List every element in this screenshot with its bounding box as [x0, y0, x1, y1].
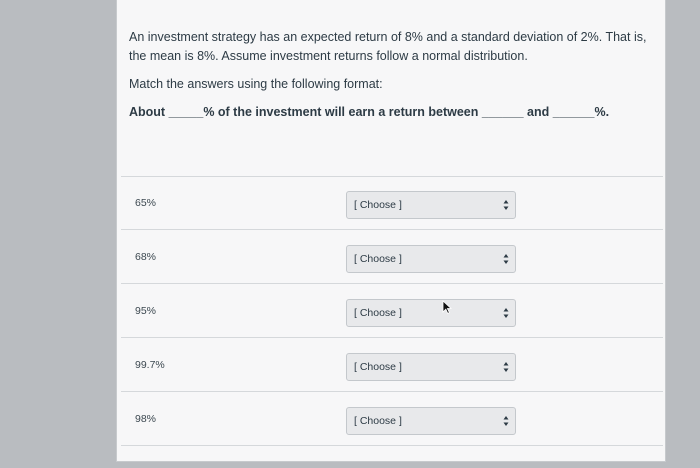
select-arrows-icon — [503, 199, 509, 211]
answer-select-3[interactable] — [346, 299, 516, 327]
select-value: [ Choose ] — [354, 415, 402, 427]
select-arrows-icon — [503, 253, 509, 265]
answer-select-1[interactable] — [346, 191, 516, 219]
match-label: 95% — [135, 305, 157, 317]
match-row — [121, 393, 663, 446]
format-instruction: Match the answers using the following format: — [129, 77, 383, 91]
select-value: [ Choose ] — [354, 361, 402, 373]
match-label: 99.7% — [135, 359, 165, 371]
match-label: 98% — [135, 413, 157, 425]
match-row — [121, 177, 663, 230]
match-row — [121, 339, 663, 392]
select-arrows-icon — [503, 307, 509, 319]
question-text: An investment strategy has an expected return of 8% and a standard deviation of 2%. That is, the mean is 8%. Assume investment returns follow a normal distribution. — [129, 30, 647, 63]
select-value: [ Choose ] — [354, 253, 402, 265]
select-value: [ Choose ] — [354, 199, 402, 211]
match-row — [121, 285, 663, 338]
select-arrows-icon — [503, 415, 509, 427]
answer-template: About _____% of the investment will earn a return between ______ and ______%. — [129, 105, 610, 119]
question-body — [129, 28, 659, 122]
quiz-question-panel — [116, 0, 666, 462]
match-label: 68% — [135, 251, 157, 263]
select-arrows-icon — [503, 361, 509, 373]
select-value: [ Choose ] — [354, 307, 402, 319]
mouse-pointer-icon — [442, 300, 452, 314]
matching-list — [121, 176, 663, 446]
answer-select-5[interactable] — [346, 407, 516, 435]
match-label: 65% — [135, 197, 157, 209]
answer-select-4[interactable] — [346, 353, 516, 381]
match-row — [121, 231, 663, 284]
answer-select-2[interactable] — [346, 245, 516, 273]
